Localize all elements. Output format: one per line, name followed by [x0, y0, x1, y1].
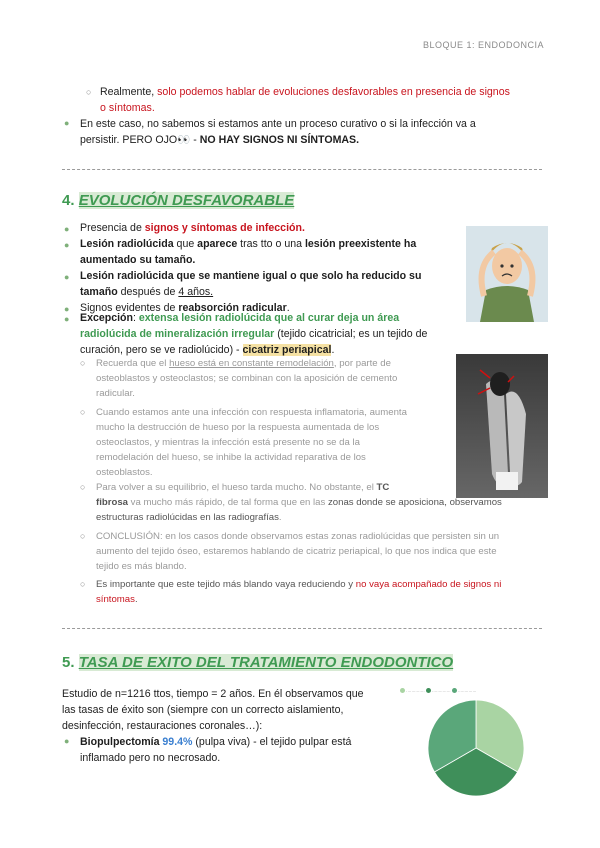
sub-list: [80, 356, 446, 481]
periapical-xray-image: [456, 354, 548, 498]
list-item: ○ Cuando estamos ante una infección con respuesta inflamatoria, aumenta mucho la destrucción de hueso por la respuesta aumentada de los osteoclastos, y mientras la infección está presente no se da la remodelación del hueso, se inhibe la actividad reparativa de los osteoblastos.: [80, 406, 407, 479]
sub-list-2: [80, 480, 548, 608]
legend-swatch: [426, 688, 431, 693]
bullet-icon: ●: [64, 314, 70, 324]
exception-item: ● Excepción: extensa lesión radiolúcida que al curar deja un área radiolúcida de mineralización irregular (tejido cicatricial; es un tejido de curación, pero se ve radiolúcido) - cicatriz periapical.: [64, 312, 428, 356]
list-item: ● Lesión radiolúcida que se mantiene igual o que solo ha reducido su tamaño después de 4 años.: [64, 270, 422, 298]
bullet-icon: ●: [64, 304, 70, 314]
worried-person-image: [466, 226, 548, 322]
biopulpectomy-item: Biopulpectomía 99.4% (pulpa viva) - el tejido pulpar está inflamado pero no necrosado.: [80, 736, 352, 764]
circle-bullet-icon: ○: [80, 406, 86, 417]
worried-person-icon: [466, 226, 548, 322]
circle-bullet-icon: ○: [80, 579, 86, 590]
bullet-icon: ●: [64, 240, 70, 250]
circle-bullet-icon: ○: [80, 482, 86, 492]
bullet-icon: ●: [64, 118, 70, 128]
list-item: ○ CONCLUSIÓN: en los casos donde observamos estas zonas radiolúcidas que persisten sin un aumento del tejido óseo, estaremos hablando de cicatriz periapical, lo que nos indica que este tejido es más blando.: [80, 530, 500, 573]
list-item: ● Presencia de signos y síntomas de infección.: [64, 220, 484, 236]
running-header: BLOQUE 1: ENDODONCIA: [422, 40, 544, 50]
divider: [62, 169, 542, 170]
section-4-list: [64, 220, 484, 316]
bullet-icon: ●: [64, 224, 70, 234]
list-item: ○ Es importante que este tejido más blando vaya reduciendo y no vaya acompañado de signos ni síntomas.: [80, 579, 502, 606]
circle-bullet-icon: ○: [80, 530, 86, 541]
bullet-icon: ●: [64, 272, 70, 282]
list-item: ● Signos evidentes de reabsorción radicular.: [64, 300, 484, 316]
circle-bullet-icon: ○: [80, 358, 86, 368]
bullet-icon: ●: [64, 736, 70, 746]
section-5-heading: 5. TASA DE EXITO DEL TRATAMIENTO ENDODONTICO: [62, 654, 454, 671]
list-item: ● Lesión radiolúcida que aparece tras tto o una lesión preexistente ha aumentado su tamaño.: [64, 238, 417, 266]
chart-legend: ·············· ·············· ··············: [400, 688, 477, 694]
success-rate-chart: [398, 688, 548, 808]
section-4-heading: 4. EVOLUCIÓN DESFAVORABLE: [62, 192, 295, 209]
intro-bullet: En este caso, no sabemos si estamos ante un proceso curativo o si la infección va a persistir. PERO OJO👀 - NO HAY SIGNOS NI SÍNTOMAS.: [80, 118, 476, 146]
xray-icon: [456, 354, 548, 498]
pie-chart: [426, 698, 526, 798]
circle-bullet-icon: ○: [86, 87, 92, 97]
list-item: ○ Recuerda que el hueso está en constante remodelación, por parte de osteoblastos y osteoclastos; se combinan con la aposición de cemento radicular.: [80, 358, 398, 400]
list-item: ○ Para volver a su equilibrio, el hueso tarda mucho. No obstante, el TC fibrosa va mucho más rápido, de tal forma que en las zonas donde se aposiciona, observamos estructuras radiolúcidas en las radiografías.: [80, 482, 502, 524]
legend-swatch: [400, 688, 405, 693]
intro-sub-text: Realmente, solo podemos hablar de evoluciones desfavorables en presencia de signos o síntomas.: [100, 86, 510, 114]
divider: [62, 628, 542, 629]
section-5-paragraph: Estudio de n=1216 ttos, tiempo = 2 años. En él observamos que las tasas de éxito son (siempre con un correcto aislamiento, desinfección, restauraciones coronales…):: [62, 688, 364, 732]
legend-swatch: [452, 688, 457, 693]
